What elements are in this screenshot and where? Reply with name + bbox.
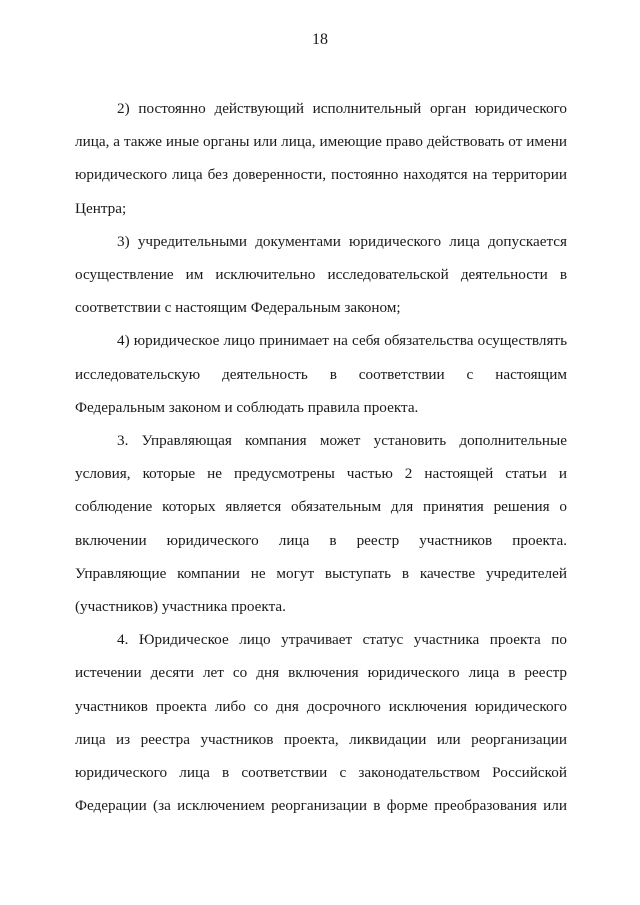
paragraph-4 [75, 424, 567, 623]
text-line: 4) юридическое лицо принимает на себя обязательства осуществлять [117, 332, 567, 350]
text-line: лица, а также иные органы или лица, имеющие право действовать от имени [75, 133, 567, 151]
text-line: юридического лица без доверенности, постоянно находятся на территории [75, 166, 567, 184]
text-line: 4. Юридическое лицо утрачивает статус участника проекта по [117, 631, 567, 649]
text-line: соответствии с настоящим Федеральным законом; [75, 299, 401, 317]
text-line: участников проекта либо со дня досрочного исключения юридического [75, 697, 567, 715]
text-line: 2) постоянно действующий исполнительный орган юридического [117, 100, 567, 117]
paragraph-5 [75, 623, 567, 822]
text-line: (участников) участника проекта. [75, 598, 286, 616]
text-line: юридического лица в соответствии с законодательством Российской [75, 764, 567, 782]
text-line: Федеральным законом и соблюдать правила проекта. [75, 398, 419, 416]
text-line: лица из реестра участников проекта, ликвидации или реорганизации [75, 730, 567, 748]
paragraph-3 [75, 324, 567, 424]
text-line: Федерации (за исключением реорганизации в форме преобразования или [75, 797, 567, 815]
text-line: исследовательскую деятельность в соответствии с настоящим [75, 365, 567, 383]
text-line: Центра; [75, 199, 127, 217]
text-line: соблюдение которых является обязательным для принятия решения о [75, 498, 567, 516]
text-line: осуществление им исключительно исследовательской деятельности в [75, 266, 567, 284]
text-line: 3) учредительными документами юридического лица допускается [117, 232, 567, 250]
page-number: 18 [312, 31, 328, 48]
text-line: истечении десяти лет со дня включения юридического лица в реестр [75, 664, 567, 682]
paragraph-1 [75, 92, 567, 225]
text-line: включении юридического лица в реестр участников проекта. [75, 531, 567, 549]
paragraph-2 [75, 225, 567, 325]
document-body [75, 92, 567, 822]
text-line: 3. Управляющая компания может установить дополнительные [117, 432, 567, 450]
text-line: условия, которые не предусмотрены частью 2 настоящей статьи и [75, 465, 567, 483]
text-line: Управляющие компании не могут выступать в качестве учредителей [75, 564, 567, 582]
